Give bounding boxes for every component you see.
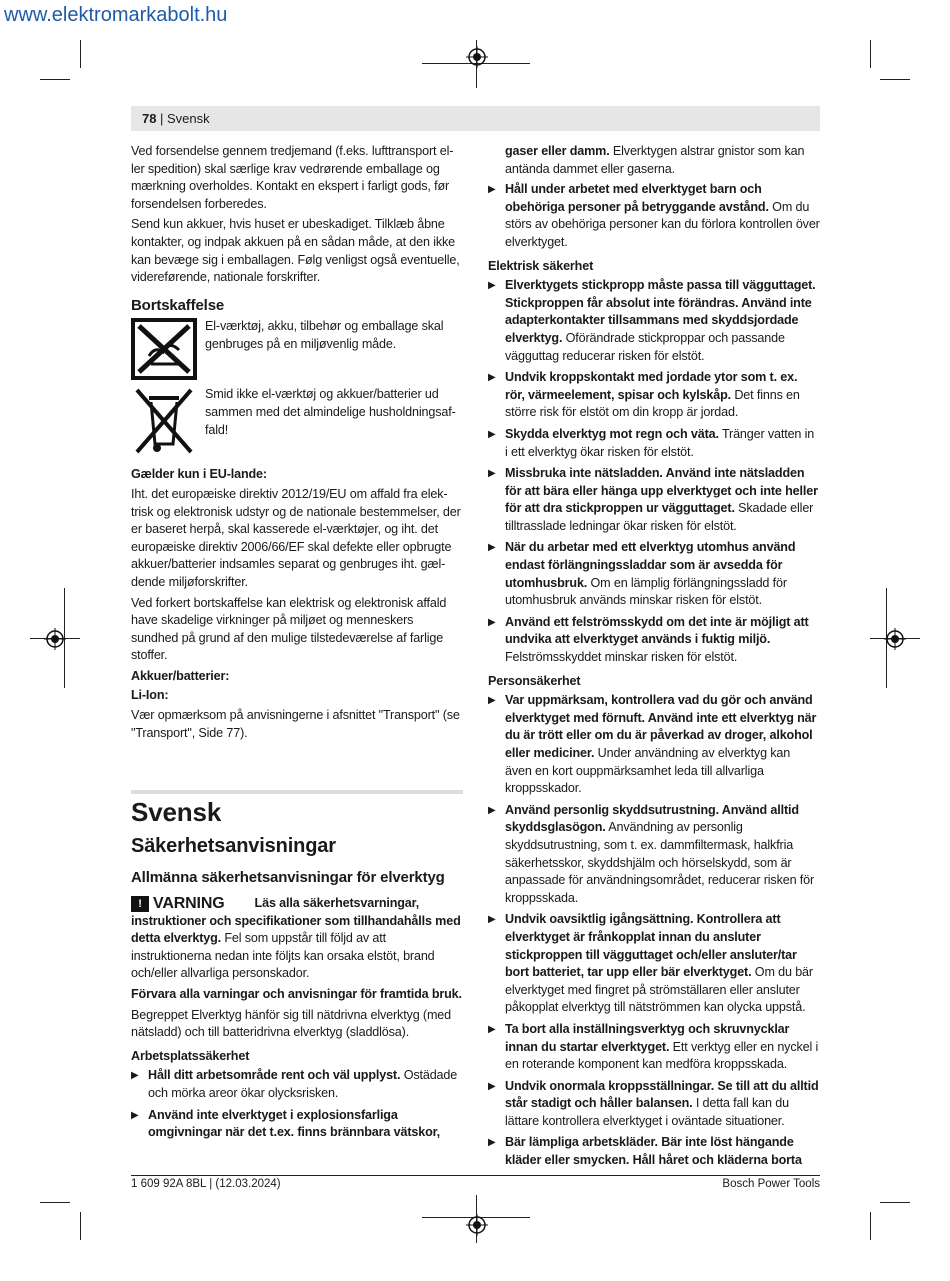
paragraph: Smid ikke el-værktøj og akkuer/batterier ud sammen med det almindelige husholdningsaf-fald! <box>205 387 456 437</box>
warning-bold: Läs alla säkerhetsvarningar, instruktioner och specifikationer som tillhandahålls med detta elverktyg. <box>131 896 461 946</box>
crop-mark <box>80 40 81 68</box>
footer-brand: Bosch Power Tools <box>722 1178 820 1190</box>
bullet-text: Om en lämplig förlängningssladd för utomhusbruk används minskar risken för elstöt. <box>505 575 787 608</box>
warning-body: Fel som uppstår till följd av att instruktionerna nedan inte följts kan orsaka elstöt, brand och/eller allvarliga personskador. <box>131 931 435 981</box>
crossed-bin-icon <box>131 386 197 456</box>
list-item <box>488 539 820 609</box>
crop-mark <box>870 1212 871 1240</box>
disposal-item <box>131 318 463 380</box>
header-bar <box>131 106 820 131</box>
bullet-text: Om du bär elverktyget med fingret på strömställaren eller ansluter påkopplat elverktyg till nätströmmen kan olycka uppstå. <box>505 965 813 1015</box>
registration-mark-icon <box>466 1214 488 1236</box>
language-title: Svensk <box>131 797 222 828</box>
list-item <box>488 277 820 365</box>
bullet-bold: Undvik oavsiktlig igångsättning. Kontrollera att elverktyget är frånkopplat innan du ansluter stickproppen till vägguttaget och/eller ansluter/tar bort batteriet, tar upp eller bär elverktyget. <box>505 912 797 980</box>
list-item <box>488 426 820 461</box>
bullet-text: Tränger vatten in i ett elverktyg ökar risken för elstöt. <box>505 426 815 459</box>
list-item <box>488 1021 820 1074</box>
crop-mark <box>870 40 871 68</box>
bullet-bold: Undvik onormala kroppsställningar. Se till att du alltid står stadigt och håller balansen. <box>505 1078 819 1111</box>
bullet-bold: När du arbetar med ett elverktyg utomhus använd endast förlängningssladdar som är avsedda för utomhusbruk. <box>505 540 796 590</box>
bullet-bold: Använd ett felströmsskydd om det inte är möjligt att undvika att elverktyget används i fuktig miljö. <box>505 614 809 647</box>
warning-triangle-icon: ! <box>131 896 149 912</box>
list-item <box>488 181 820 251</box>
list-item <box>488 369 820 422</box>
bullet-text: Oförändrade stickproppar och passande vägguttag reducerar risken för elstöt. <box>505 330 785 363</box>
crop-mark <box>880 1202 910 1203</box>
footer-rule <box>131 1175 820 1176</box>
bullet-text: Det finns en större risk för elstöt om din kropp är jordad. <box>505 387 800 420</box>
crop-mark <box>880 79 910 80</box>
bullet-text: Under användning av elverktyg kan även en kort ouppmärksamhet leda till allvarliga kroppsskador. <box>505 746 791 796</box>
registration-mark-icon <box>44 628 66 650</box>
page-number: 78 <box>142 111 157 126</box>
paragraph: Ved forkert bortskaffelse kan elektrisk og elektronisk affald have skadelige virkninger på miljøet og menneskers sundhed på grund af den mulige tilstedeværelse af farlige stoffer. <box>131 595 447 663</box>
paragraph <box>488 143 820 178</box>
disposal-item <box>131 386 463 456</box>
header-language: | Svensk <box>160 111 210 126</box>
paragraph: Förvara alla varningar och anvisningar för framtida bruk. <box>131 987 462 1001</box>
bullet-bold: Använd inte elverktyget i explosionsfarliga omgivningar när det t.ex. finns brännbara vätskor, <box>148 1107 441 1140</box>
chapter-title: Säkerhetsanvisningar <box>131 834 336 857</box>
footer-doc-number: 1 609 92A 8BL | (12.03.2024) <box>131 1178 281 1190</box>
right-column <box>488 143 820 1174</box>
bullet-bold: Håll under arbetet med elverktyget barn och obehöriga personer på betryggande avstånd. <box>505 182 769 214</box>
registration-mark-icon <box>466 46 488 68</box>
bullet-text: Om du störs av obehöriga personer kan du förlora kontrollen över elverktyget. <box>505 199 820 249</box>
no-dumping-icon <box>131 318 197 380</box>
bullet-text: Ostädade och mörka areor ökar olycksrisken. <box>148 1068 458 1100</box>
bullet-bold: Var uppmärksam, kontrollera vad du gör och använd elverktyget med förnuft. Använd inte ett elverktyg när du är trött eller om du är påverkad av droger, alkohol eller mediciner. <box>505 693 817 760</box>
bullet-bold: Bär lämpliga arbetskläder. Bär inte löst hängande kläder eller smycken. Håll håret och kläderna borta <box>505 1135 802 1168</box>
subheading: Akkuer/batterier: <box>131 668 230 683</box>
subheading: Gælder kun i EU-lande: <box>131 467 267 482</box>
warning-label <box>131 895 225 913</box>
list-item <box>488 614 820 667</box>
subheading: Li-Ion: <box>131 688 169 703</box>
list-item <box>131 1067 463 1102</box>
paragraph: Send kun akkuer, hvis huset er ubeskadiget. Tilklæb åbne kontakter, og indpak akkuen på en sådan måde, at den ikke kan bevæge sig i emballagen. Følg venligst også eventuelle, videreførende, nationale forskrifter. <box>131 217 460 285</box>
crop-mark <box>40 1202 70 1203</box>
crop-mark <box>40 79 70 80</box>
bullet-text: I detta fall kan du lättare kontrollera elverktyget i oväntade situationer. <box>505 1096 789 1128</box>
section-title: Allmänna säkerhetsanvisningar för elverktyg <box>131 869 445 887</box>
paragraph: Iht. det europæiske direktiv 2012/19/EU om affald fra elek-trisk og elektronisk udstyr og de nationale bestemmelser, der er baseret herpå, skal kasserede el-værktøjer, og iht. det europæiske direktiv 2006/66/EF skal defekte eller opbrugte akkuer/batterier indsamles separat og genbruges iht. gæl-dende miljøforskrifter. <box>131 486 461 589</box>
bullet-text: Skadade eller tilltrasslade ledningar ökar risken för elstöt. <box>505 501 814 533</box>
section-divider <box>131 790 463 794</box>
subheading: Personsäkerhet <box>488 673 581 688</box>
paragraph: Vær opmærksom på anvisningerne i afsnittet "Transport" (se "Transport", Side 77). <box>131 708 460 740</box>
bullet-bold: Ta bort alla inställningsverktyg och skruvnycklar innan du startar elverktyget. <box>505 1021 790 1054</box>
warning-text: VARNING <box>153 895 225 913</box>
paragraph: El-værktøj, akku, tilbehør og emballage skal genbruges på en miljøvenlig måde. <box>205 319 444 351</box>
subheading: Arbetsplatssäkerhet <box>131 1048 250 1063</box>
section-heading: Bortskaffelse <box>131 296 225 314</box>
bullet-text: Ett verktyg eller en nyckel i en roterande komponent kan medföra kroppsskada. <box>505 1039 819 1072</box>
bullet-bold: Elverktygets stickpropp måste passa till vägguttaget. Stickproppen får absolut inte förändras. Använd inte adapterkontakter tillsammans med skyddsjordade elverktyg. <box>505 278 816 345</box>
list-item <box>488 802 820 908</box>
left-column <box>131 143 463 1146</box>
bullet-bold: Skydda elverktyg mot regn och väta. <box>505 426 719 441</box>
bullet-bold: Missbruka inte nätsladden. Använd inte nätsladden för att bära eller hänga upp elverktyget och inte heller för att dra stickproppen ur vägguttaget. <box>505 466 818 516</box>
bullet-bold: Använd personlig skyddsutrustning. Använd alltid skyddsglasögon. <box>505 802 799 835</box>
watermark: www.elektromarkabolt.hu <box>4 4 228 26</box>
warning-paragraph <box>131 895 463 983</box>
bullet-bold: Håll ditt arbetsområde rent och väl upplyst. <box>148 1068 401 1083</box>
subheading: Elektrisk säkerhet <box>488 258 594 273</box>
paragraph: Ved forsendelse gennem tredjemand (f.eks. lufttransport el-ler spedition) skal særlige krav vedrørende emballage og mærkning overholdes. Kontakt en ekspert i farligt gods, før forsendelsen forberedes. <box>131 144 454 211</box>
list-item <box>488 1134 820 1169</box>
crop-mark <box>80 1212 81 1240</box>
bullet-text: Elverktygen alstrar gnistor som kan antända dammet eller gaserna. <box>505 144 805 176</box>
registration-mark-icon <box>884 628 906 650</box>
list-item <box>488 1078 820 1131</box>
list-item <box>131 1107 463 1142</box>
bullet-text: Användning av personlig skyddsutrustning, som t. ex. dammfiltermask, halkfria säkerhetsskor, skyddshjälm och hörselskydd, som är anpassade för användningsområdet, reducerar risken för kroppsskada. <box>505 820 815 905</box>
list-item <box>488 911 820 1017</box>
list-item <box>488 692 820 798</box>
paragraph: Begreppet Elverktyg hänför sig till nätdrivna elverktyg (med nätsladd) och till batteridrivna elverktyg (sladdlösa). <box>131 1007 451 1040</box>
bullet-bold: gaser eller damm. <box>505 144 610 158</box>
list-item <box>488 465 820 535</box>
bullet-text: Felströmsskyddet minskar risken för elstöt. <box>505 650 738 665</box>
bullet-bold: Undvik kroppskontakt med jordade ytor som t. ex. rör, värmeelement, spisar och kylskåp. <box>505 370 798 402</box>
